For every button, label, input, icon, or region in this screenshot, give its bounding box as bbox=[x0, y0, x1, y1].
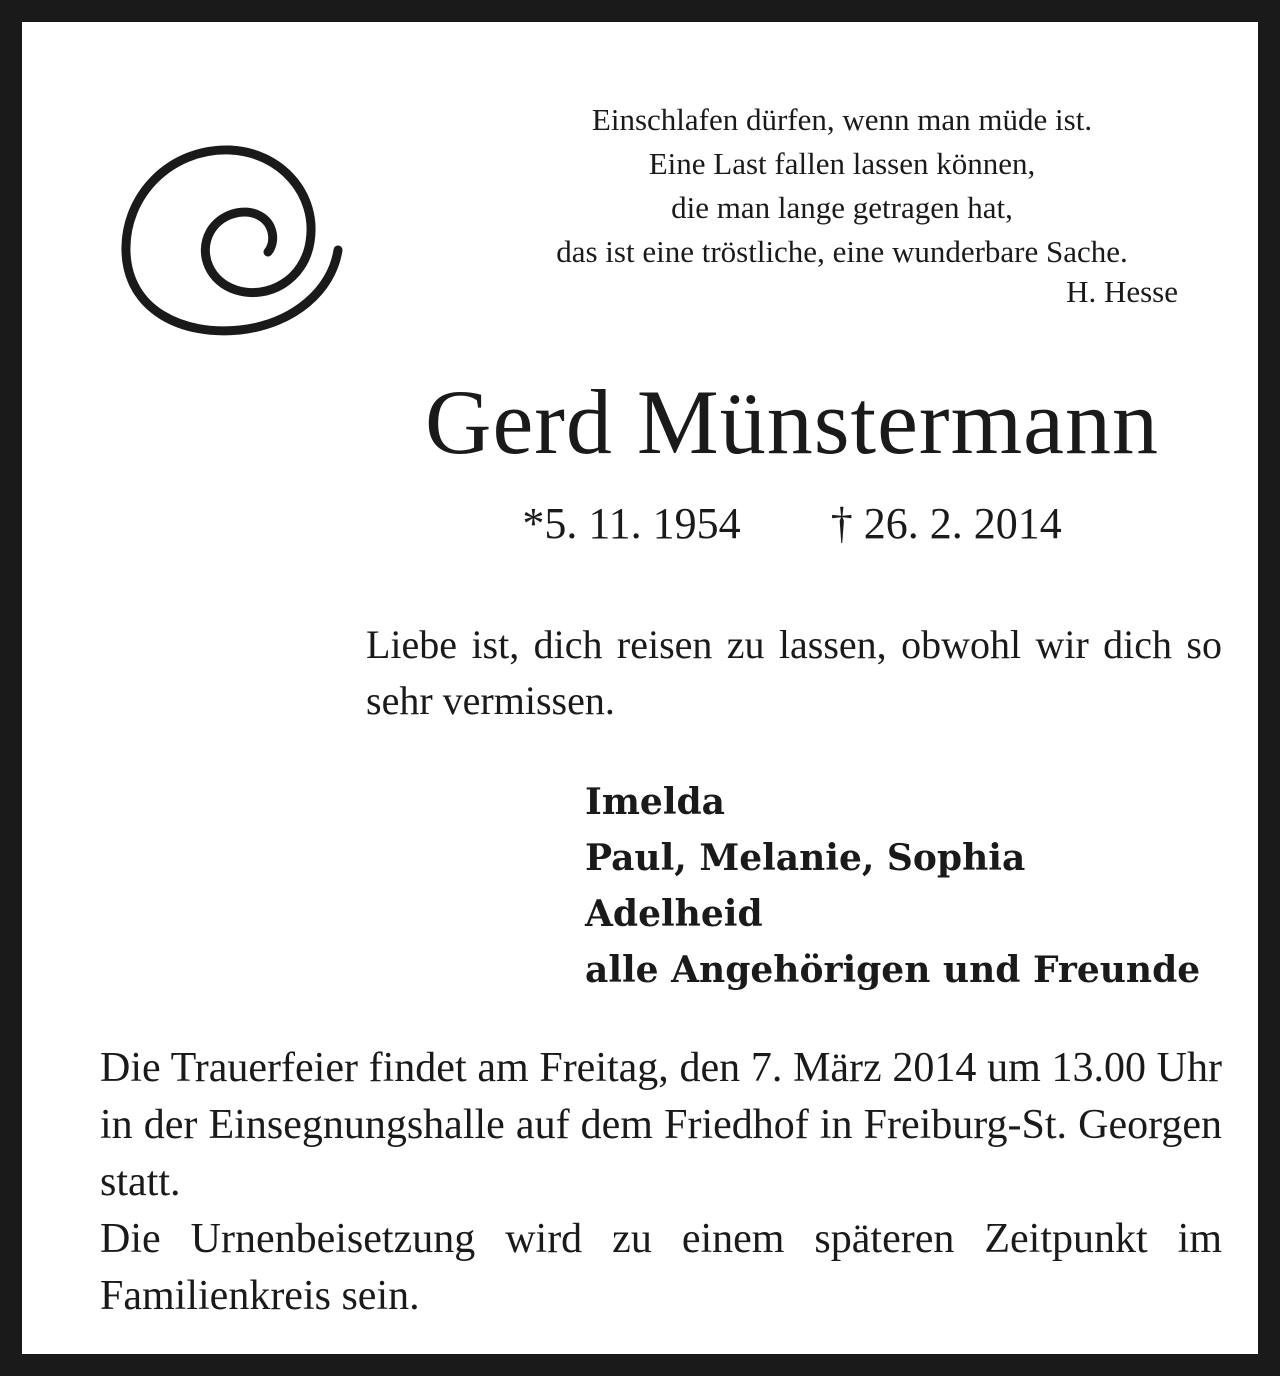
ceremony-info: Die Trauerfeier findet am Freitag, den 7. März 2014 um 13.00 Uhr in der Einsegnungshalle auf dem Friedhof in Freiburg-St. Georgen statt. bbox=[100, 1045, 1222, 1205]
birth-date: *5. 11. 1954 bbox=[522, 499, 741, 548]
life-dates bbox=[362, 496, 1222, 552]
death-date: † 26. 2. 2014 bbox=[830, 499, 1062, 548]
mourner-entry: alle Angehörigen und Freunde bbox=[585, 949, 1201, 991]
burial-info: Die Urnenbeisetzung wird zu einem späteren Zeitpunkt im Familienkreis sein. bbox=[100, 1216, 1222, 1319]
funeral-info bbox=[100, 1040, 1222, 1325]
quote-line: die man lange getragen hat, bbox=[671, 190, 1013, 225]
quote-line: Eine Last fallen lassen können, bbox=[648, 146, 1036, 181]
mourner-entry: Adelheid bbox=[585, 893, 763, 935]
spiral-icon bbox=[94, 94, 364, 344]
quote-author: H. Hesse bbox=[1066, 274, 1178, 309]
mourner-entry: Paul, Melanie, Sophia bbox=[585, 837, 1026, 879]
quote-line: das ist eine tröstliche, eine wunderbare Sache. bbox=[556, 234, 1128, 269]
farewell-message: Liebe ist, dich reisen zu lassen, obwohl wir dich so sehr vermissen. bbox=[366, 622, 1222, 723]
hesse-quote bbox=[462, 98, 1222, 274]
deceased-name: Gerd Münstermann bbox=[425, 371, 1159, 473]
mourner-entry: Imelda bbox=[585, 781, 726, 823]
quote-line: Einschlafen dürfen, wenn man müde ist. bbox=[591, 102, 1093, 137]
mourners-list bbox=[585, 774, 1235, 998]
